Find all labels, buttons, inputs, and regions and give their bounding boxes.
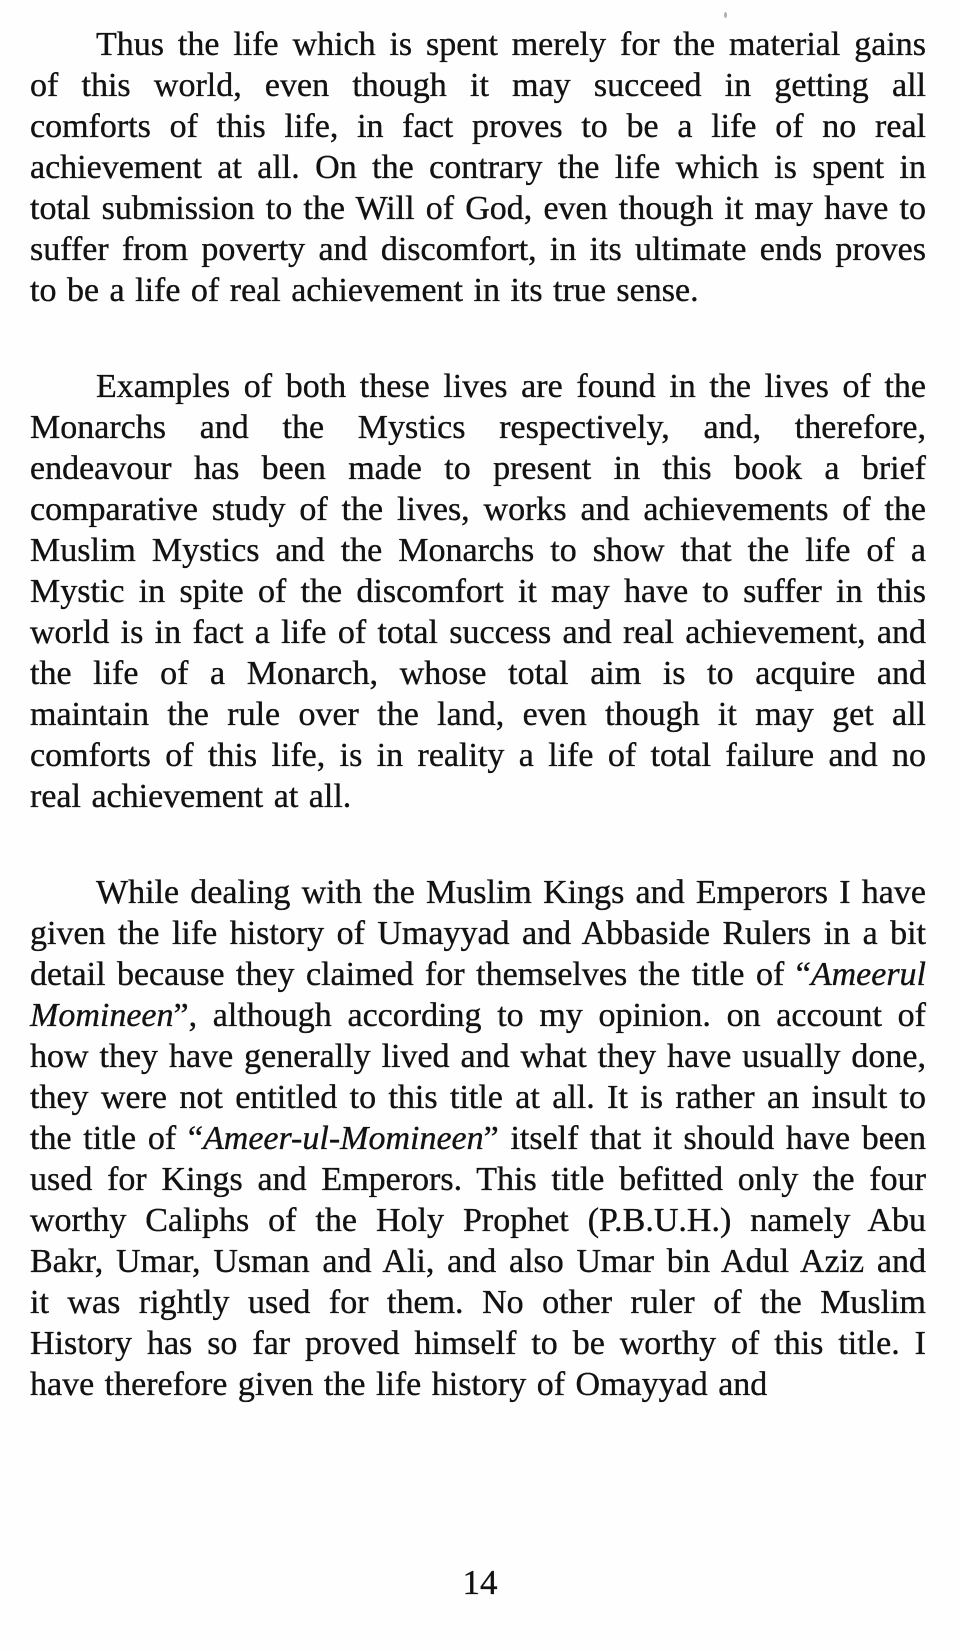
scan-artifact — [724, 12, 727, 18]
page-text-block — [30, 24, 926, 1405]
paragraph-2: Examples of both these lives are found in the lives of the Monarchs and the Mystics respectively, and, therefore, endeavour has been made to present in this book a brief comparative study of the lives, works and achievements of the Muslim Mystics and the Monarchs to show that the life of a Mystic in spite of the discomfort it may have to suffer in this world is in fact a life of total success and real achievement, and the life of a Monarch, whose total aim is to acquire and maintain the rule over the land, even though it may get all comforts of this life, is in reality a life of total failure and no real achievement at all. — [30, 368, 926, 815]
paragraph-1: Thus the life which is spent merely for the material gains of this world, even though it may succeed in getting all comforts of this life, in fact proves to be a life of no real achievement at all. On the contrary the life which is spent in total submission to the Will of God, even though it may have to suffer from poverty and discomfort, in its ultimate ends proves to be a life of real achievement in its true sense. — [30, 26, 926, 309]
paragraph-3: While dealing with the Muslim Kings and Emperors I have given the life history of Umayyad and Abbaside Rulers in a bit detail because they claimed for themselves the title of “Ameerul Momineen”, although according to my opinion. on account of how they have generally lived and what they have usually done, they were not entitled to this title at all. It is rather an insult to the title of “Ameer-ul-Momineen” itself that it should have been used for Kings and Emperors. This title befitted only the four worthy Caliphs of the Holy Prophet (P.B.U.H.) namely Abu Bakr, Umar, Usman and Ali, and also Umar bin Adul Aziz and it was rightly used for them. No other ruler of the Muslim History has so far proved himself to be worthy of this title. I have therefore given the life history of Omayyad and — [30, 874, 926, 1403]
page-number: 14 — [462, 1563, 498, 1602]
